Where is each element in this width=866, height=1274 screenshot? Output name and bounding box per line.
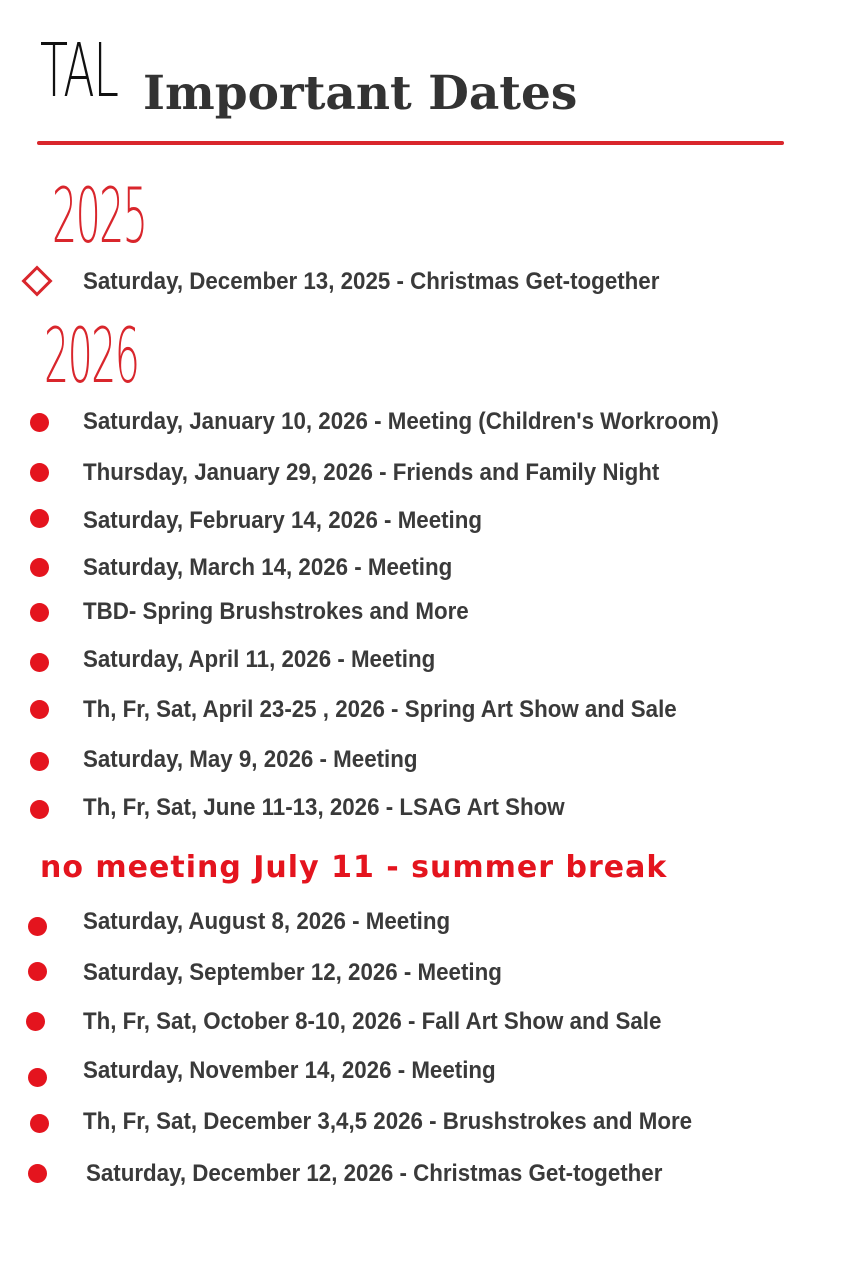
red-dot-bullet-icon — [28, 917, 47, 936]
year-heading-2025: 2025 — [52, 171, 147, 260]
event-item: Saturday, March 14, 2026 - Meeting — [83, 554, 453, 581]
event-item: Saturday, December 12, 2026 - Christmas Get-together — [86, 1160, 663, 1187]
event-item: TBD- Spring Brushstrokes and More — [83, 598, 469, 625]
title-divider — [37, 141, 784, 145]
red-dot-bullet-icon — [30, 509, 49, 528]
red-dot-bullet-icon — [28, 1068, 47, 1087]
red-dot-bullet-icon — [30, 752, 49, 771]
year-heading-2026: 2026 — [44, 311, 139, 400]
logo: TAL — [40, 28, 118, 114]
event-item: Saturday, April 11, 2026 - Meeting — [83, 646, 436, 673]
page-title: Important Dates — [143, 66, 578, 121]
red-dot-bullet-icon — [30, 413, 49, 432]
red-dot-bullet-icon — [30, 603, 49, 622]
red-dot-bullet-icon — [30, 1114, 49, 1133]
event-item: Saturday, May 9, 2026 - Meeting — [83, 746, 418, 773]
event-item: Saturday, December 13, 2025 - Christmas Get-together — [83, 268, 660, 295]
red-dot-bullet-icon — [30, 463, 49, 482]
event-item: Th, Fr, Sat, June 11-13, 2026 - LSAG Art Show — [83, 794, 565, 821]
event-item: Saturday, January 10, 2026 - Meeting (Children's Workroom) — [83, 408, 719, 435]
red-dot-bullet-icon — [28, 962, 47, 981]
event-item: Th, Fr, Sat, April 23-25 , 2026 - Spring Art Show and Sale — [83, 696, 677, 723]
red-dot-bullet-icon — [26, 1012, 45, 1031]
red-dot-bullet-icon — [30, 558, 49, 577]
red-dot-bullet-icon — [30, 800, 49, 819]
red-dot-bullet-icon — [30, 700, 49, 719]
event-item: Th, Fr, Sat, December 3,4,5 2026 - Brushstrokes and More — [83, 1108, 693, 1135]
diamond-outline-icon — [21, 265, 52, 296]
red-dot-bullet-icon — [28, 1164, 47, 1183]
summer-break-notice: no meeting July 11 - summer break — [40, 850, 668, 885]
event-item: Th, Fr, Sat, October 8-10, 2026 - Fall Art Show and Sale — [83, 1008, 662, 1035]
red-dot-bullet-icon — [30, 653, 49, 672]
event-item: Thursday, January 29, 2026 - Friends and Family Night — [83, 459, 660, 486]
event-item: Saturday, September 12, 2026 - Meeting — [83, 959, 502, 986]
event-item: Saturday, February 14, 2026 - Meeting — [83, 507, 483, 534]
event-item: Saturday, November 14, 2026 - Meeting — [83, 1057, 496, 1084]
event-item: Saturday, August 8, 2026 - Meeting — [83, 908, 451, 935]
